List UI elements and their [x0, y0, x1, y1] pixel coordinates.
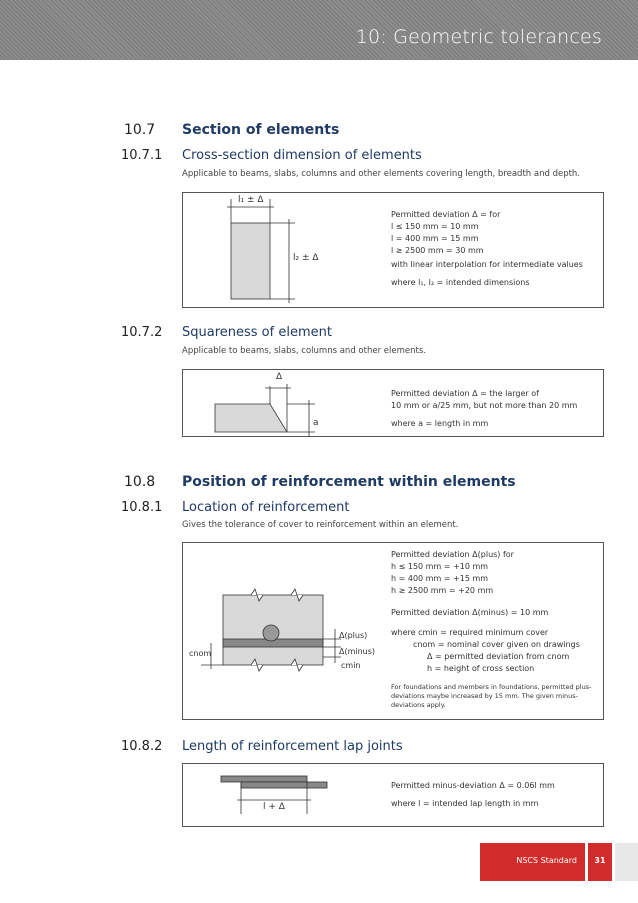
lap-joint-diagram: [183, 764, 603, 826]
label-cmin: cmin: [341, 661, 361, 670]
note-line: cnom = nominal cover given on drawings: [413, 640, 580, 649]
note-line: l ≥ 2500 mm = 30 mm: [391, 246, 484, 255]
note-line: 10 mm or a/25 mm, but not more than 20 mm: [391, 401, 578, 410]
diagram-box-squareness: [182, 369, 604, 437]
dimension-label-height: l₂ ± Δ: [293, 253, 319, 263]
subsection-number: 10.7.1: [121, 148, 163, 163]
subsection-title: Squareness of element: [182, 325, 332, 340]
note-line: where a = length in mm: [391, 419, 489, 428]
dimension-label-lap-length: l + Δ: [263, 802, 285, 812]
diagram-box-lap-joint: [182, 763, 604, 827]
note-line: Permitted minus-deviation Δ = 0.06l mm: [391, 781, 555, 790]
subsection-title: Length of reinforcement lap joints: [182, 739, 403, 754]
subsection-description: Gives the tolerance of cover to reinforcement within an element.: [182, 520, 459, 530]
section-number: 10.7: [124, 122, 156, 138]
footer-label: NSCS Standard: [516, 856, 577, 865]
label-delta-plus: Δ(plus): [339, 631, 368, 640]
subsection-description: Applicable to beams, slabs, columns and other elements.: [182, 346, 426, 356]
footer-page-block: [588, 843, 612, 881]
subsection-number: 10.8.1: [121, 500, 163, 515]
page-header: [0, 0, 638, 60]
note-line: Permitted deviation Δ(minus) = 10 mm: [391, 608, 549, 617]
subsection-description: Applicable to beams, slabs, columns and other elements covering length, breadth and depth.: [182, 169, 581, 179]
diagram-box-reinforcement: [182, 542, 604, 720]
label-cnom: cnom: [189, 649, 212, 658]
note-line: where l = intended lap length in mm: [391, 799, 539, 808]
note-line: l = 400 mm = 15 mm: [391, 234, 479, 243]
note-line: l ≤ 150 mm = 10 mm: [391, 222, 479, 231]
subsection-number: 10.8.2: [121, 739, 163, 754]
section-title: Section of elements: [182, 122, 340, 138]
footnote: For foundations and members in foundations, permitted plus-deviations maybe increased by 15 mm. The given minus-deviations apply.: [391, 683, 592, 709]
subsection-title: Cross-section dimension of elements: [182, 148, 422, 163]
footer-strip: [615, 843, 638, 881]
page-number: 31: [594, 856, 606, 865]
dimension-label-delta: Δ: [276, 372, 283, 382]
diagram-box-cross-section: [182, 192, 604, 308]
section-number: 10.8: [124, 474, 156, 490]
section-title: Position of reinforcement within elements: [182, 474, 516, 490]
note-line: h = 400 mm = +15 mm: [391, 574, 489, 583]
dimension-label-width: l₁ ± Δ: [238, 195, 264, 205]
note-line: h = height of cross section: [427, 664, 535, 673]
subsection-title: Location of reinforcement: [182, 500, 350, 515]
footer-label-block: [480, 843, 585, 881]
note-line: Δ = permitted deviation from cnom: [427, 652, 570, 661]
label-delta-minus: Δ(minus): [339, 647, 376, 656]
note-line: Permitted deviation Δ = for: [391, 210, 501, 219]
subsection-number: 10.7.2: [121, 325, 163, 340]
note-line: h ≥ 2500 mm = +20 mm: [391, 586, 494, 595]
note-line: Permitted deviation Δ(plus) for: [391, 550, 514, 559]
note-line: Permitted deviation Δ = the larger of: [391, 389, 539, 398]
note-line: with linear interpolation for intermediate values: [391, 260, 583, 269]
note-line: where cmin = required minimum cover: [391, 628, 549, 637]
dimension-label-a: a: [313, 418, 319, 428]
note-line: where l₁, l₂ = intended dimensions: [391, 278, 530, 287]
note-line: h ≤ 150 mm = +10 mm: [391, 562, 489, 571]
page-title: 10: Geometric tolerances: [355, 26, 602, 48]
